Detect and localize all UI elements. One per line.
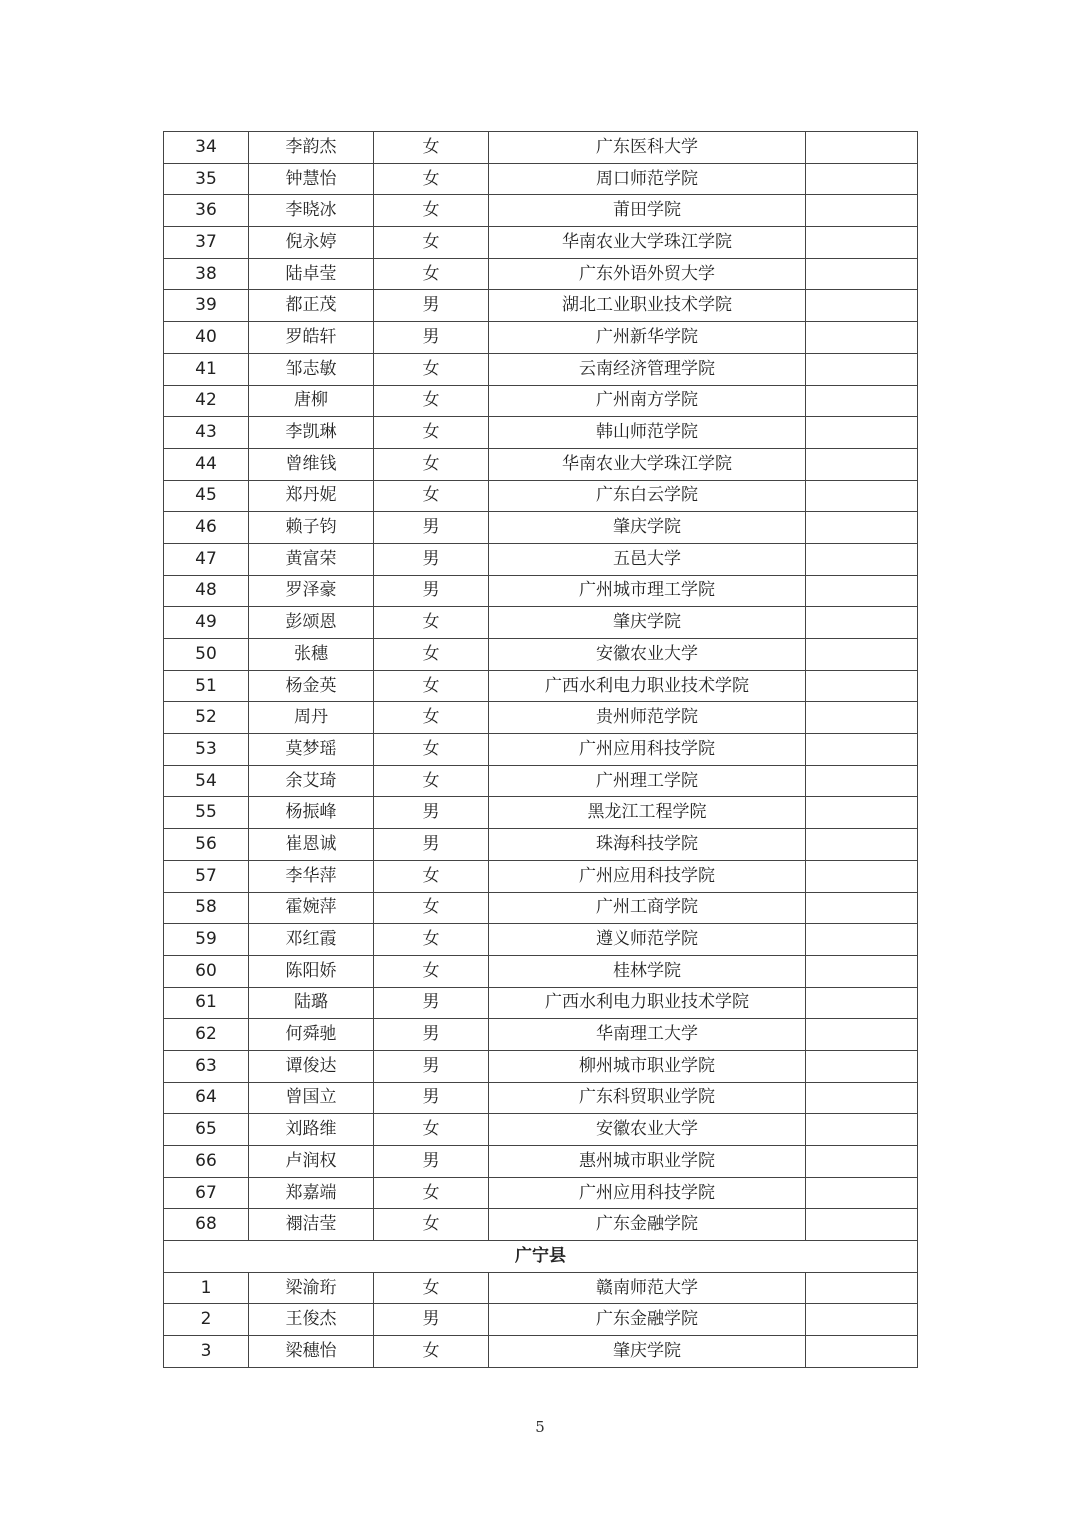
cell-school: 莆田学院 (489, 195, 806, 227)
cell-note (806, 290, 918, 322)
table-row (164, 227, 918, 259)
cell-gender: 男 (374, 1082, 489, 1114)
table-row (164, 607, 918, 639)
cell-number: 58 (164, 892, 249, 924)
cell-note (806, 227, 918, 259)
cell-name: 赖子钧 (249, 512, 374, 544)
cell-school: 广州理工学院 (489, 765, 806, 797)
cell-number: 64 (164, 1082, 249, 1114)
cell-number: 55 (164, 797, 249, 829)
cell-gender: 男 (374, 512, 489, 544)
cell-number: 1 (164, 1272, 249, 1304)
cell-gender: 女 (374, 955, 489, 987)
cell-school: 广州新华学院 (489, 322, 806, 354)
cell-gender: 女 (374, 1272, 489, 1304)
cell-note (806, 1336, 918, 1368)
table-row (164, 1272, 918, 1304)
table-row (164, 353, 918, 385)
cell-gender: 女 (374, 734, 489, 766)
cell-gender: 男 (374, 987, 489, 1019)
table-row (164, 575, 918, 607)
cell-school: 广州应用科技学院 (489, 1177, 806, 1209)
cell-gender: 男 (374, 543, 489, 575)
cell-number: 63 (164, 1050, 249, 1082)
cell-gender: 男 (374, 829, 489, 861)
cell-note (806, 1114, 918, 1146)
table-row (164, 924, 918, 956)
cell-note (806, 955, 918, 987)
cell-note (806, 639, 918, 671)
cell-school: 遵义师范学院 (489, 924, 806, 956)
cell-note (806, 543, 918, 575)
cell-gender: 女 (374, 1114, 489, 1146)
cell-name: 罗皓轩 (249, 322, 374, 354)
cell-gender: 女 (374, 607, 489, 639)
cell-school: 肇庆学院 (489, 512, 806, 544)
cell-note (806, 512, 918, 544)
cell-gender: 女 (374, 132, 489, 164)
cell-school: 广东科贸职业学院 (489, 1082, 806, 1114)
cell-school: 广西水利电力职业技术学院 (489, 987, 806, 1019)
cell-school: 韩山师范学院 (489, 417, 806, 449)
cell-note (806, 258, 918, 290)
cell-name: 李华萍 (249, 860, 374, 892)
cell-name: 卢润权 (249, 1146, 374, 1178)
cell-number: 46 (164, 512, 249, 544)
table-row (164, 765, 918, 797)
cell-number: 62 (164, 1019, 249, 1051)
table-row (164, 448, 918, 480)
cell-number: 36 (164, 195, 249, 227)
cell-number: 3 (164, 1336, 249, 1368)
table-row (164, 734, 918, 766)
table-row (164, 892, 918, 924)
cell-school: 广州工商学院 (489, 892, 806, 924)
cell-name: 李韵杰 (249, 132, 374, 164)
cell-number: 59 (164, 924, 249, 956)
table-row (164, 1114, 918, 1146)
table-row (164, 1050, 918, 1082)
cell-gender: 男 (374, 1304, 489, 1336)
cell-name: 陆璐 (249, 987, 374, 1019)
cell-number: 65 (164, 1114, 249, 1146)
section-title: 广宁县 (164, 1241, 918, 1273)
cell-school: 广州城市理工学院 (489, 575, 806, 607)
cell-note (806, 1050, 918, 1082)
cell-number: 48 (164, 575, 249, 607)
table-row (164, 860, 918, 892)
table-row (164, 1146, 918, 1178)
cell-name: 余艾琦 (249, 765, 374, 797)
cell-note (806, 575, 918, 607)
cell-number: 49 (164, 607, 249, 639)
cell-number: 39 (164, 290, 249, 322)
cell-note (806, 670, 918, 702)
cell-name: 陆卓莹 (249, 258, 374, 290)
cell-school: 广东金融学院 (489, 1209, 806, 1241)
cell-name: 邓红霞 (249, 924, 374, 956)
cell-note (806, 829, 918, 861)
cell-name: 唐柳 (249, 385, 374, 417)
cell-number: 67 (164, 1177, 249, 1209)
cell-note (806, 1272, 918, 1304)
table-row (164, 1304, 918, 1336)
cell-school: 广州应用科技学院 (489, 860, 806, 892)
cell-name: 莫梦瑶 (249, 734, 374, 766)
cell-number: 38 (164, 258, 249, 290)
cell-name: 都正茂 (249, 290, 374, 322)
cell-gender: 女 (374, 1336, 489, 1368)
cell-name: 梁穗怡 (249, 1336, 374, 1368)
cell-number: 2 (164, 1304, 249, 1336)
cell-school: 云南经济管理学院 (489, 353, 806, 385)
cell-school: 华南理工大学 (489, 1019, 806, 1051)
cell-number: 56 (164, 829, 249, 861)
cell-number: 34 (164, 132, 249, 164)
cell-school: 广东医科大学 (489, 132, 806, 164)
cell-name: 张穗 (249, 639, 374, 671)
cell-number: 68 (164, 1209, 249, 1241)
cell-name: 霍婉萍 (249, 892, 374, 924)
cell-school: 安徽农业大学 (489, 1114, 806, 1146)
cell-note (806, 1019, 918, 1051)
cell-gender: 女 (374, 1177, 489, 1209)
cell-school: 华南农业大学珠江学院 (489, 448, 806, 480)
cell-gender: 男 (374, 290, 489, 322)
cell-name: 黄富荣 (249, 543, 374, 575)
cell-school: 肇庆学院 (489, 1336, 806, 1368)
table-row (164, 258, 918, 290)
cell-name: 杨振峰 (249, 797, 374, 829)
cell-note (806, 1209, 918, 1241)
cell-name: 陈阳娇 (249, 955, 374, 987)
cell-name: 禤洁莹 (249, 1209, 374, 1241)
table-row (164, 132, 918, 164)
cell-gender: 女 (374, 353, 489, 385)
cell-name: 谭俊达 (249, 1050, 374, 1082)
roster-body (164, 132, 918, 1368)
cell-note (806, 987, 918, 1019)
cell-gender: 男 (374, 575, 489, 607)
cell-name: 崔恩诚 (249, 829, 374, 861)
cell-name: 郑丹妮 (249, 480, 374, 512)
cell-number: 54 (164, 765, 249, 797)
table-row (164, 1336, 918, 1368)
cell-name: 彭颂恩 (249, 607, 374, 639)
table-row (164, 797, 918, 829)
cell-name: 罗泽豪 (249, 575, 374, 607)
roster-table (163, 131, 918, 1368)
cell-note (806, 385, 918, 417)
cell-number: 50 (164, 639, 249, 671)
cell-gender: 女 (374, 702, 489, 734)
cell-gender: 男 (374, 1050, 489, 1082)
cell-school: 广东金融学院 (489, 1304, 806, 1336)
cell-school: 珠海科技学院 (489, 829, 806, 861)
cell-name: 王俊杰 (249, 1304, 374, 1336)
cell-name: 钟慧怡 (249, 163, 374, 195)
cell-gender: 女 (374, 385, 489, 417)
cell-number: 53 (164, 734, 249, 766)
cell-gender: 女 (374, 417, 489, 449)
cell-school: 华南农业大学珠江学院 (489, 227, 806, 259)
cell-school: 桂林学院 (489, 955, 806, 987)
table-row (164, 480, 918, 512)
cell-note (806, 860, 918, 892)
cell-note (806, 480, 918, 512)
cell-gender: 男 (374, 797, 489, 829)
cell-school: 广东白云学院 (489, 480, 806, 512)
cell-gender: 女 (374, 1209, 489, 1241)
table-row (164, 417, 918, 449)
table-row (164, 195, 918, 227)
cell-name: 倪永婷 (249, 227, 374, 259)
table-row (164, 385, 918, 417)
cell-school: 五邑大学 (489, 543, 806, 575)
cell-school: 广州应用科技学院 (489, 734, 806, 766)
cell-name: 梁渝珩 (249, 1272, 374, 1304)
cell-note (806, 1177, 918, 1209)
cell-name: 邹志敏 (249, 353, 374, 385)
cell-school: 贵州师范学院 (489, 702, 806, 734)
cell-note (806, 322, 918, 354)
cell-school: 黑龙江工程学院 (489, 797, 806, 829)
cell-school: 湖北工业职业技术学院 (489, 290, 806, 322)
cell-number: 43 (164, 417, 249, 449)
table-row (164, 702, 918, 734)
table-row (164, 512, 918, 544)
table-row (164, 639, 918, 671)
cell-note (806, 702, 918, 734)
cell-number: 40 (164, 322, 249, 354)
cell-number: 52 (164, 702, 249, 734)
cell-note (806, 132, 918, 164)
cell-gender: 女 (374, 670, 489, 702)
cell-gender: 女 (374, 892, 489, 924)
cell-school: 肇庆学院 (489, 607, 806, 639)
cell-name: 李晓冰 (249, 195, 374, 227)
cell-note (806, 417, 918, 449)
cell-name: 曾国立 (249, 1082, 374, 1114)
cell-note (806, 1146, 918, 1178)
cell-gender: 女 (374, 448, 489, 480)
cell-note (806, 1304, 918, 1336)
cell-gender: 女 (374, 195, 489, 227)
page-number: 5 (535, 1418, 545, 1436)
cell-number: 60 (164, 955, 249, 987)
table-row (164, 322, 918, 354)
cell-name: 刘路维 (249, 1114, 374, 1146)
cell-school: 广东外语外贸大学 (489, 258, 806, 290)
cell-number: 44 (164, 448, 249, 480)
cell-note (806, 765, 918, 797)
cell-note (806, 1082, 918, 1114)
table-row (164, 987, 918, 1019)
cell-number: 41 (164, 353, 249, 385)
cell-gender: 女 (374, 480, 489, 512)
section-row (164, 1241, 918, 1273)
cell-note (806, 924, 918, 956)
cell-number: 51 (164, 670, 249, 702)
cell-gender: 女 (374, 860, 489, 892)
cell-name: 何舜驰 (249, 1019, 374, 1051)
cell-note (806, 195, 918, 227)
table-row (164, 1082, 918, 1114)
cell-name: 李凯琳 (249, 417, 374, 449)
table-row (164, 543, 918, 575)
cell-note (806, 734, 918, 766)
cell-school: 柳州城市职业学院 (489, 1050, 806, 1082)
table-row (164, 955, 918, 987)
table-row (164, 1209, 918, 1241)
table-row (164, 829, 918, 861)
cell-note (806, 448, 918, 480)
cell-gender: 女 (374, 163, 489, 195)
cell-gender: 女 (374, 765, 489, 797)
cell-name: 杨金英 (249, 670, 374, 702)
cell-name: 曾维钱 (249, 448, 374, 480)
cell-school: 安徽农业大学 (489, 639, 806, 671)
cell-gender: 男 (374, 1019, 489, 1051)
table-row (164, 670, 918, 702)
cell-gender: 女 (374, 227, 489, 259)
cell-note (806, 797, 918, 829)
cell-note (806, 892, 918, 924)
cell-number: 37 (164, 227, 249, 259)
cell-number: 45 (164, 480, 249, 512)
cell-note (806, 607, 918, 639)
table-row (164, 1177, 918, 1209)
cell-name: 周丹 (249, 702, 374, 734)
cell-school: 惠州城市职业学院 (489, 1146, 806, 1178)
cell-number: 35 (164, 163, 249, 195)
cell-school: 广州南方学院 (489, 385, 806, 417)
cell-gender: 女 (374, 924, 489, 956)
cell-gender: 女 (374, 639, 489, 671)
cell-gender: 女 (374, 258, 489, 290)
table-row (164, 1019, 918, 1051)
cell-number: 57 (164, 860, 249, 892)
cell-gender: 男 (374, 322, 489, 354)
cell-number: 42 (164, 385, 249, 417)
cell-number: 66 (164, 1146, 249, 1178)
cell-note (806, 163, 918, 195)
table-row (164, 163, 918, 195)
cell-number: 47 (164, 543, 249, 575)
cell-school: 赣南师范大学 (489, 1272, 806, 1304)
table-row (164, 290, 918, 322)
cell-name: 郑嘉端 (249, 1177, 374, 1209)
cell-gender: 男 (374, 1146, 489, 1178)
cell-number: 61 (164, 987, 249, 1019)
cell-note (806, 353, 918, 385)
cell-school: 周口师范学院 (489, 163, 806, 195)
cell-school: 广西水利电力职业技术学院 (489, 670, 806, 702)
